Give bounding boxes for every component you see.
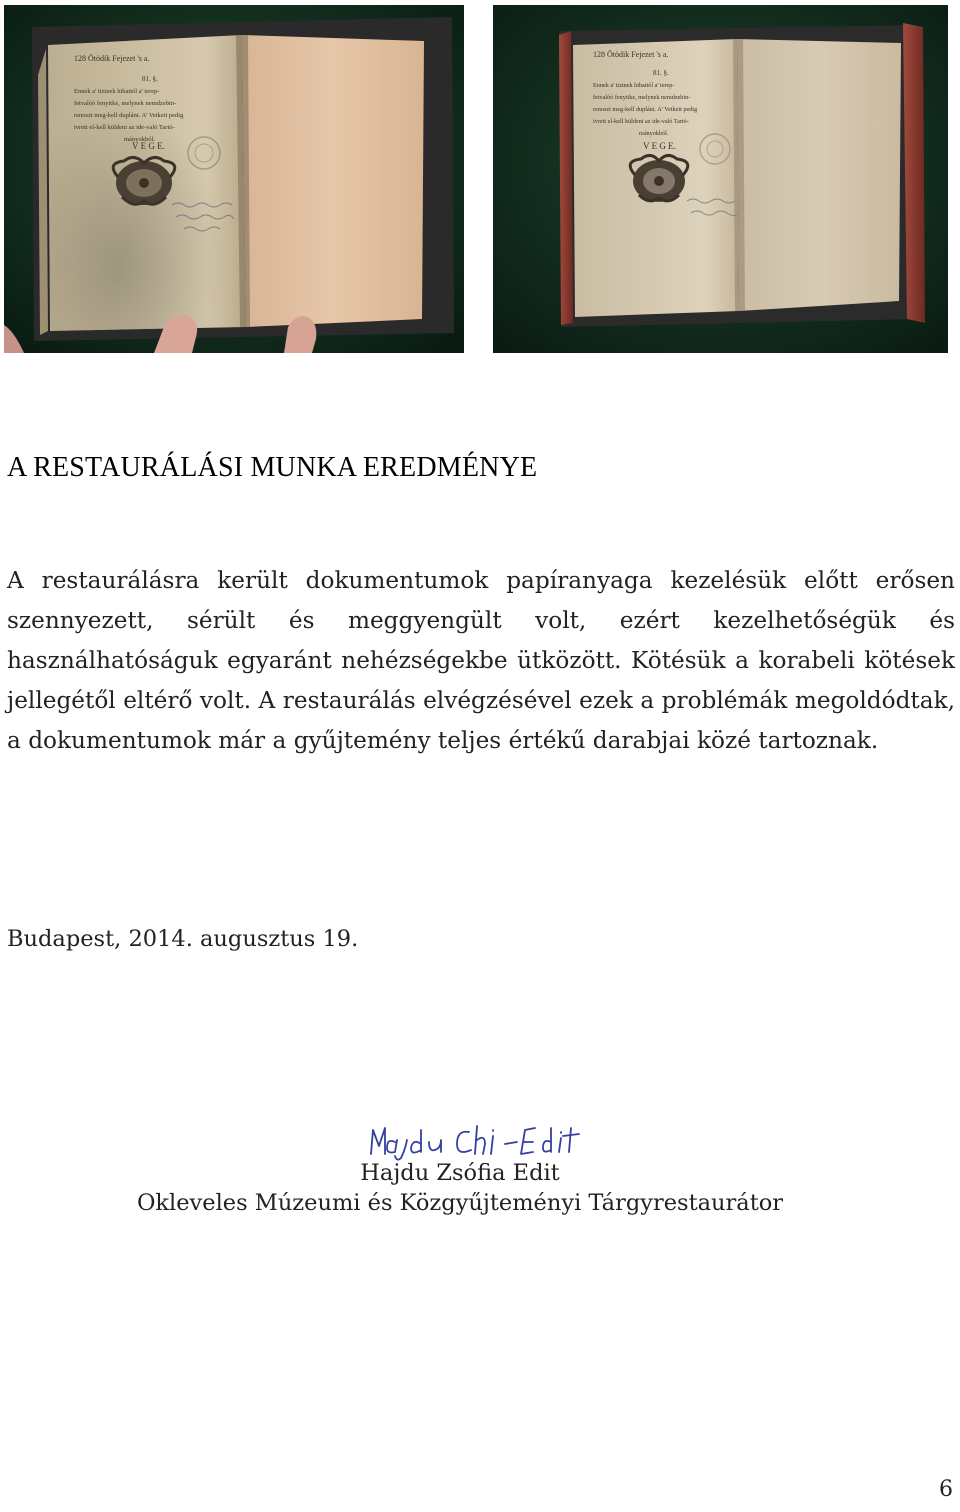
page-number: 6 [939, 1477, 953, 1502]
page-line-2: fetvalóó fenyitke, melynek nemdzebin- [74, 100, 177, 107]
end-word-text: V E G E. [132, 141, 165, 151]
page-header-text: 128 Ötödik Fejezet 's a. [593, 50, 669, 59]
signer-title: Okleveles Múzeumi és Közgyűjteményi Tárgyrestaurátor [136, 1190, 784, 1216]
page-line-1: Ennek a' tiztnek hibattól a' terep- [74, 88, 160, 95]
page-line-2: fetvalóó fenyitke, melynek nemdzebin- [593, 94, 691, 101]
page-header-text: 128 Ötödik Fejezet 's a. [74, 54, 150, 63]
before-restoration-photo [4, 5, 464, 353]
page-line-1: Ennek a' tiztnek hibattól a' terep- [593, 82, 675, 89]
open-book-before-image [4, 5, 464, 353]
page-line-3: renoszt meg-kell dupláni. A' Vetkeit pedig [593, 106, 698, 113]
section-number-text: 81. §. [142, 75, 158, 83]
page-line-5: mányokból. [639, 130, 669, 137]
signer-block [0, 1158, 920, 1218]
body-paragraph: A restaurálásra került dokumentumok papíranyaga kezelésük előtt erősen szennyezett, sérült és meggyengült volt, ezért kezelhetőségük és használhatóságuk egyaránt nehézségekbe ütközött. Kötésük a korabeli kötések jellegétől eltérő volt. A restaurálás elvégzésével ezek a problémák megoldódtak, a dokumentumok már a gyűjtemény teljes értékű darabjai közé tartoznak. [7, 567, 955, 754]
open-book-after-image [493, 5, 948, 353]
section-number-text: 81. §. [653, 69, 669, 77]
section-heading: A RESTAURÁLÁSI MUNKA EREDMÉNYE [7, 452, 538, 483]
page-line-4: ivrett el-kell küldeni az ide-való Tartó- [74, 124, 175, 131]
after-restoration-photo [493, 5, 948, 353]
handwritten-signature [365, 1120, 595, 1162]
date-line: Budapest, 2014. augusztus 19. [7, 926, 359, 952]
page-line-3: renoszt meg-kell dupláni. A' Vetkeit pedig [74, 112, 184, 119]
page-line-5: mányokból. [124, 136, 155, 143]
page-line-4: ivrett el-kell küldeni az ide-való Tartó- [593, 118, 689, 125]
signer-name: Hajdu Zsófia Edit [360, 1160, 560, 1186]
end-word-text: V E G E. [643, 141, 676, 151]
